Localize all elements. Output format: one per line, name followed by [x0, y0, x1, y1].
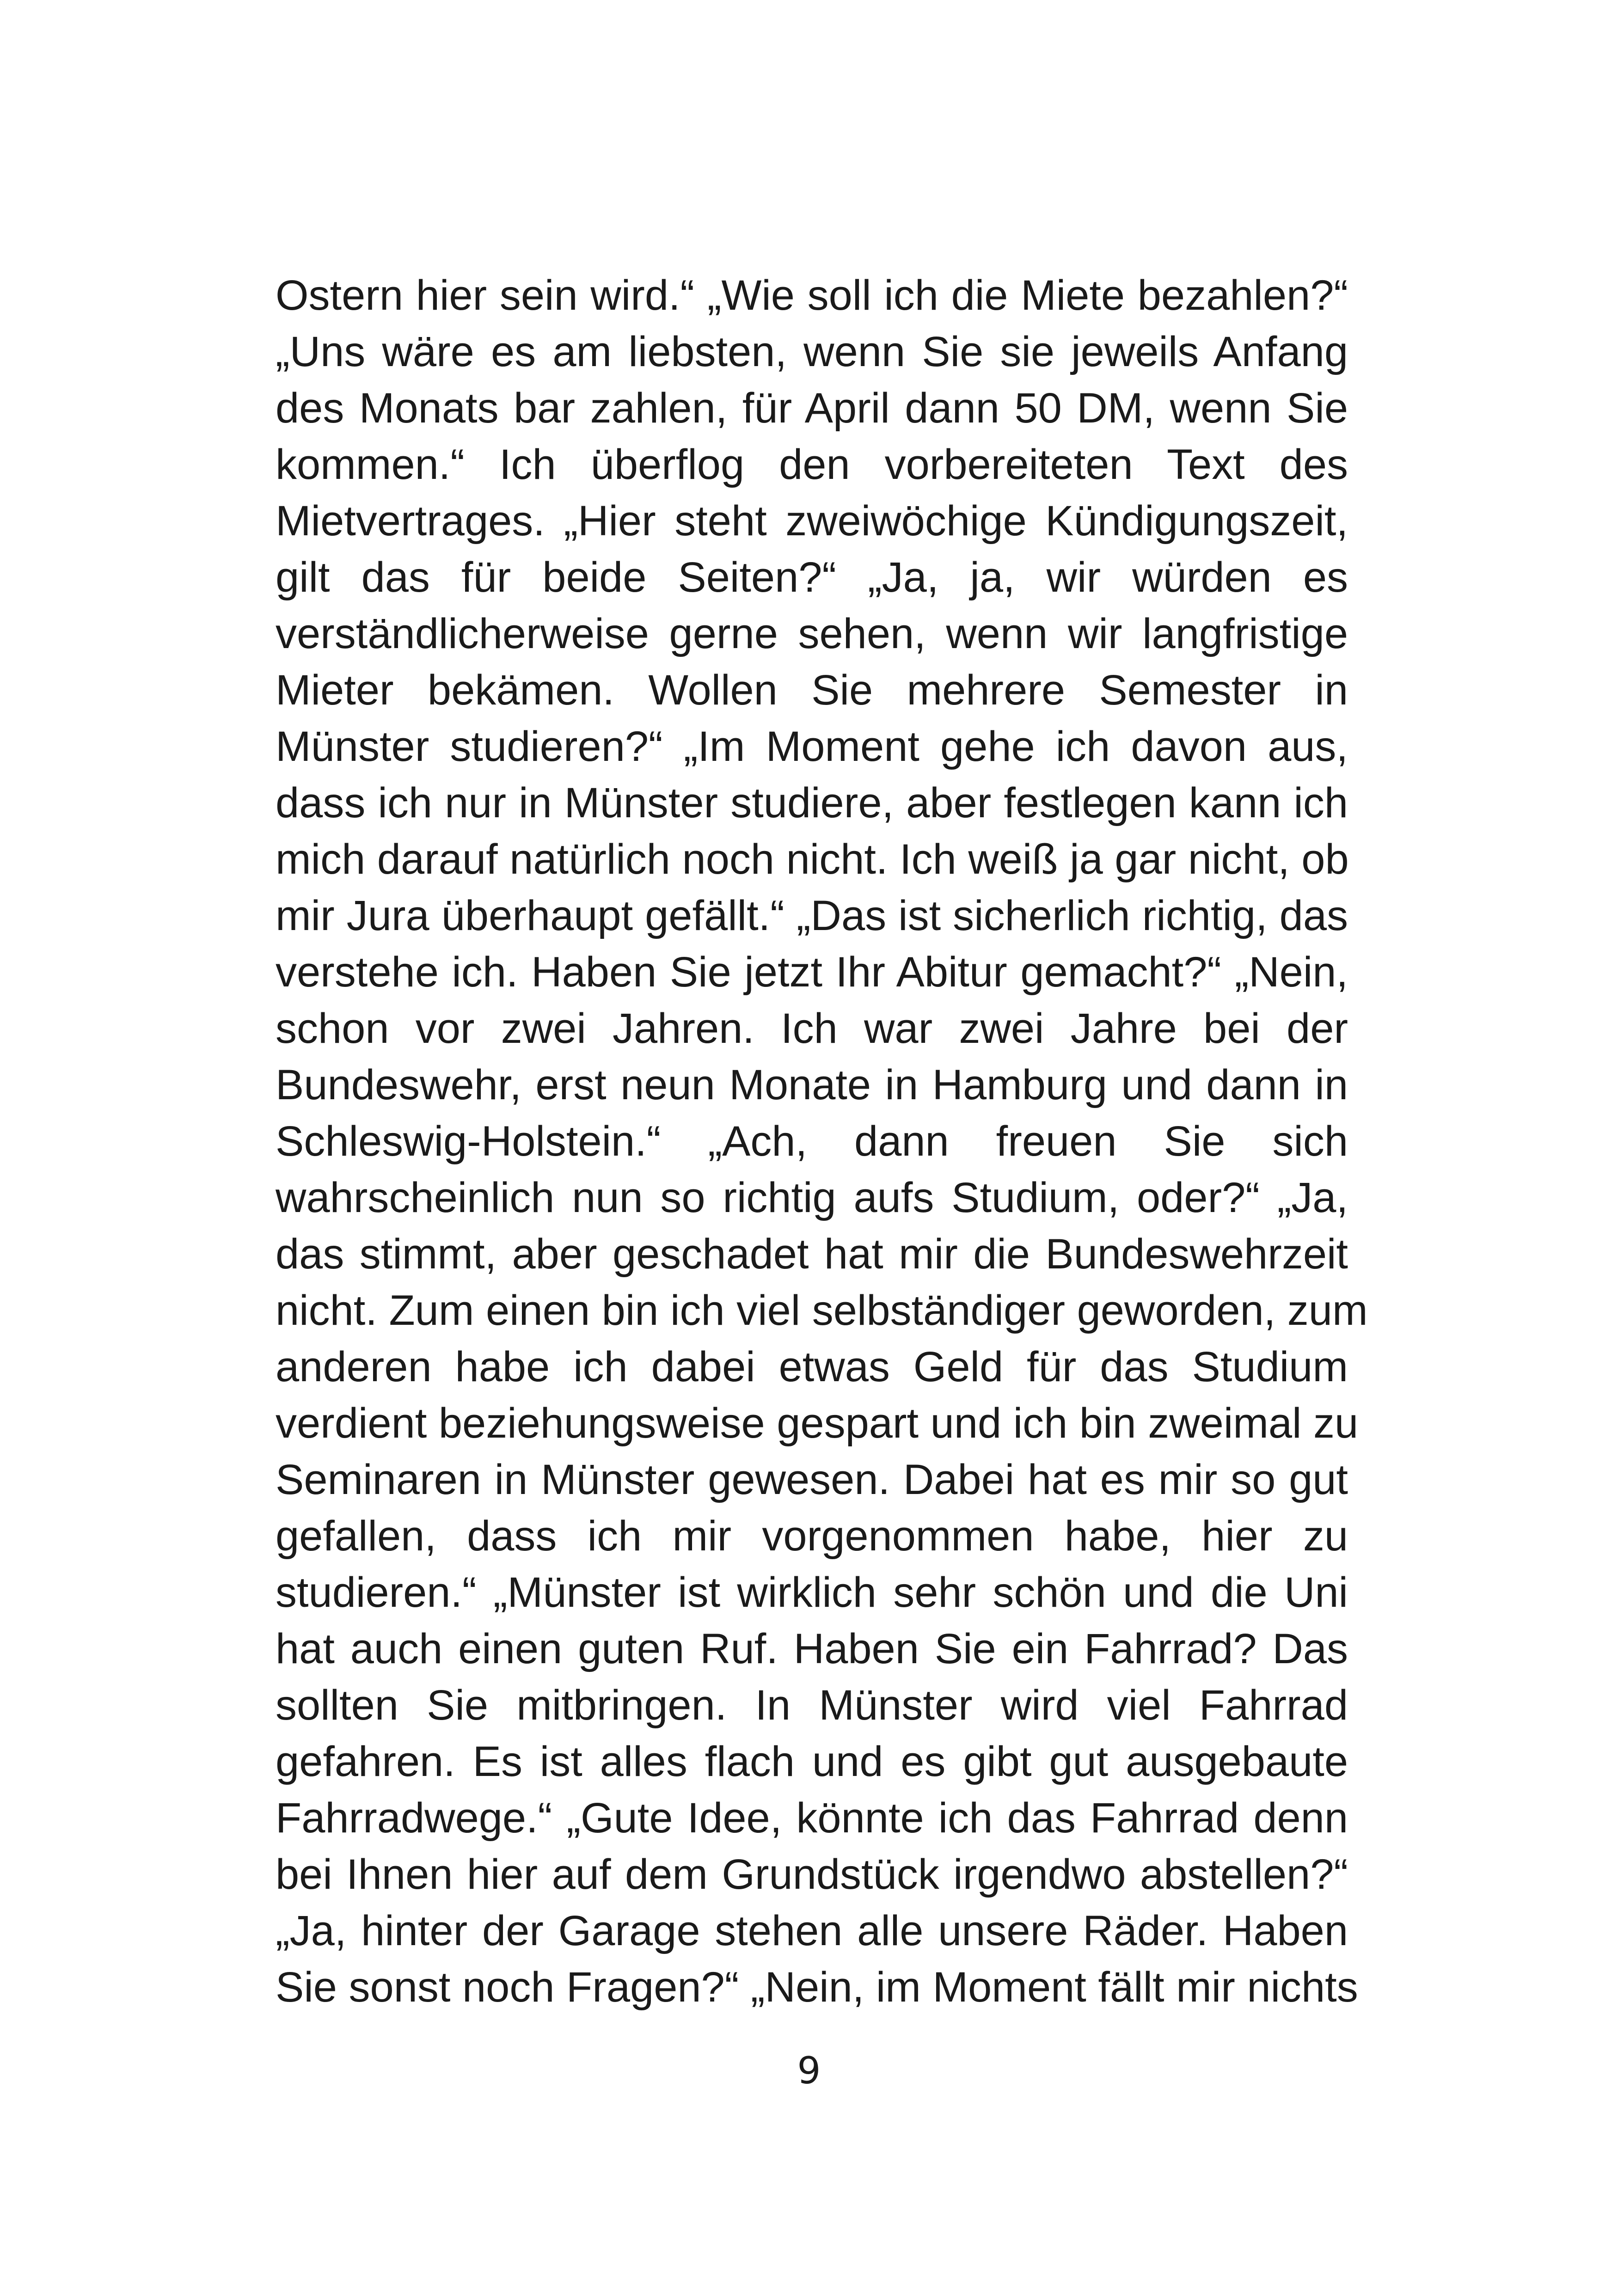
text-line: Fahrradwege.“ „Gute Idee, könnte ich das Fahrrad denn: [276, 1794, 1348, 1842]
text-line: Mieter bekämen. Wollen Sie mehrere Semester in: [276, 667, 1348, 714]
text-line: „Ja, hinter der Garage stehen alle unsere Räder. Haben: [276, 1907, 1348, 1954]
text-line: gefahren. Es ist alles flach und es gibt gut ausgebaute: [276, 1738, 1348, 1785]
body-text: [276, 267, 1368, 2015]
text-line: Sie sonst noch Fragen?“ „Nein, im Moment fällt mir nichts: [276, 1964, 1358, 2011]
text-line: verdient beziehungsweise gespart und ich bin zweimal zu: [276, 1400, 1359, 1447]
text-line: mir Jura überhaupt gefällt.“ „Das ist sicherlich richtig, das: [276, 892, 1348, 939]
text-line: sollten Sie mitbringen. In Münster wird viel Fahrrad: [276, 1682, 1348, 1729]
text-line: anderen habe ich dabei etwas Geld für das Studium: [276, 1343, 1348, 1390]
text-line: dass ich nur in Münster studiere, aber festlegen kann ich: [276, 779, 1348, 827]
text-line: Bundeswehr, erst neun Monate in Hamburg und dann in: [276, 1061, 1348, 1108]
text-line: wahrscheinlich nun so richtig aufs Studium, oder?“ „Ja,: [276, 1174, 1348, 1221]
text-line: kommen.“ Ich überflog den vorbereiteten Text des: [276, 441, 1348, 488]
text-line: hat auch einen guten Ruf. Haben Sie ein Fahrrad? Das: [276, 1625, 1348, 1672]
text-line: mich darauf natürlich noch nicht. Ich weiß ja gar nicht, ob: [276, 836, 1349, 883]
text-line: gilt das für beide Seiten?“ „Ja, ja, wir würden es: [276, 554, 1348, 601]
text-line: bei Ihnen hier auf dem Grundstück irgendwo abstellen?“: [276, 1851, 1348, 1898]
text-line: gefallen, dass ich mir vorgenommen habe, hier zu: [276, 1512, 1348, 1560]
text-line: verstehe ich. Haben Sie jetzt Ihr Abitur gemacht?“ „Nein,: [276, 949, 1348, 996]
text-line: Ostern hier sein wird.“ „Wie soll ich die Miete bezahlen?“: [276, 272, 1348, 319]
text-line: das stimmt, aber geschadet hat mir die Bundeswehrzeit: [276, 1231, 1348, 1278]
text-line: nicht. Zum einen bin ich viel selbständiger geworden, zum: [276, 1287, 1368, 1334]
text-line: Schleswig-Holstein.“ „Ach, dann freuen Sie sich: [276, 1118, 1348, 1165]
text-line: studieren.“ „Münster ist wirklich sehr schön und die Uni: [276, 1569, 1348, 1616]
text-line: schon vor zwei Jahren. Ich war zwei Jahre bei der: [276, 1005, 1348, 1052]
text-line: verständlicherweise gerne sehen, wenn wir langfristige: [276, 610, 1348, 657]
text-line: Münster studieren?“ „Im Moment gehe ich davon aus,: [276, 723, 1348, 770]
text-line: „Uns wäre es am liebsten, wenn Sie sie jeweils Anfang: [276, 328, 1348, 375]
text-line: Seminaren in Münster gewesen. Dabei hat es mir so gut: [276, 1456, 1348, 1503]
text-line: Mietvertrages. „Hier steht zweiwöchige Kündigungszeit,: [276, 497, 1348, 545]
text-line: des Monats bar zahlen, für April dann 50 DM, wenn Sie: [276, 385, 1348, 432]
page-number: 9: [797, 2049, 821, 2092]
